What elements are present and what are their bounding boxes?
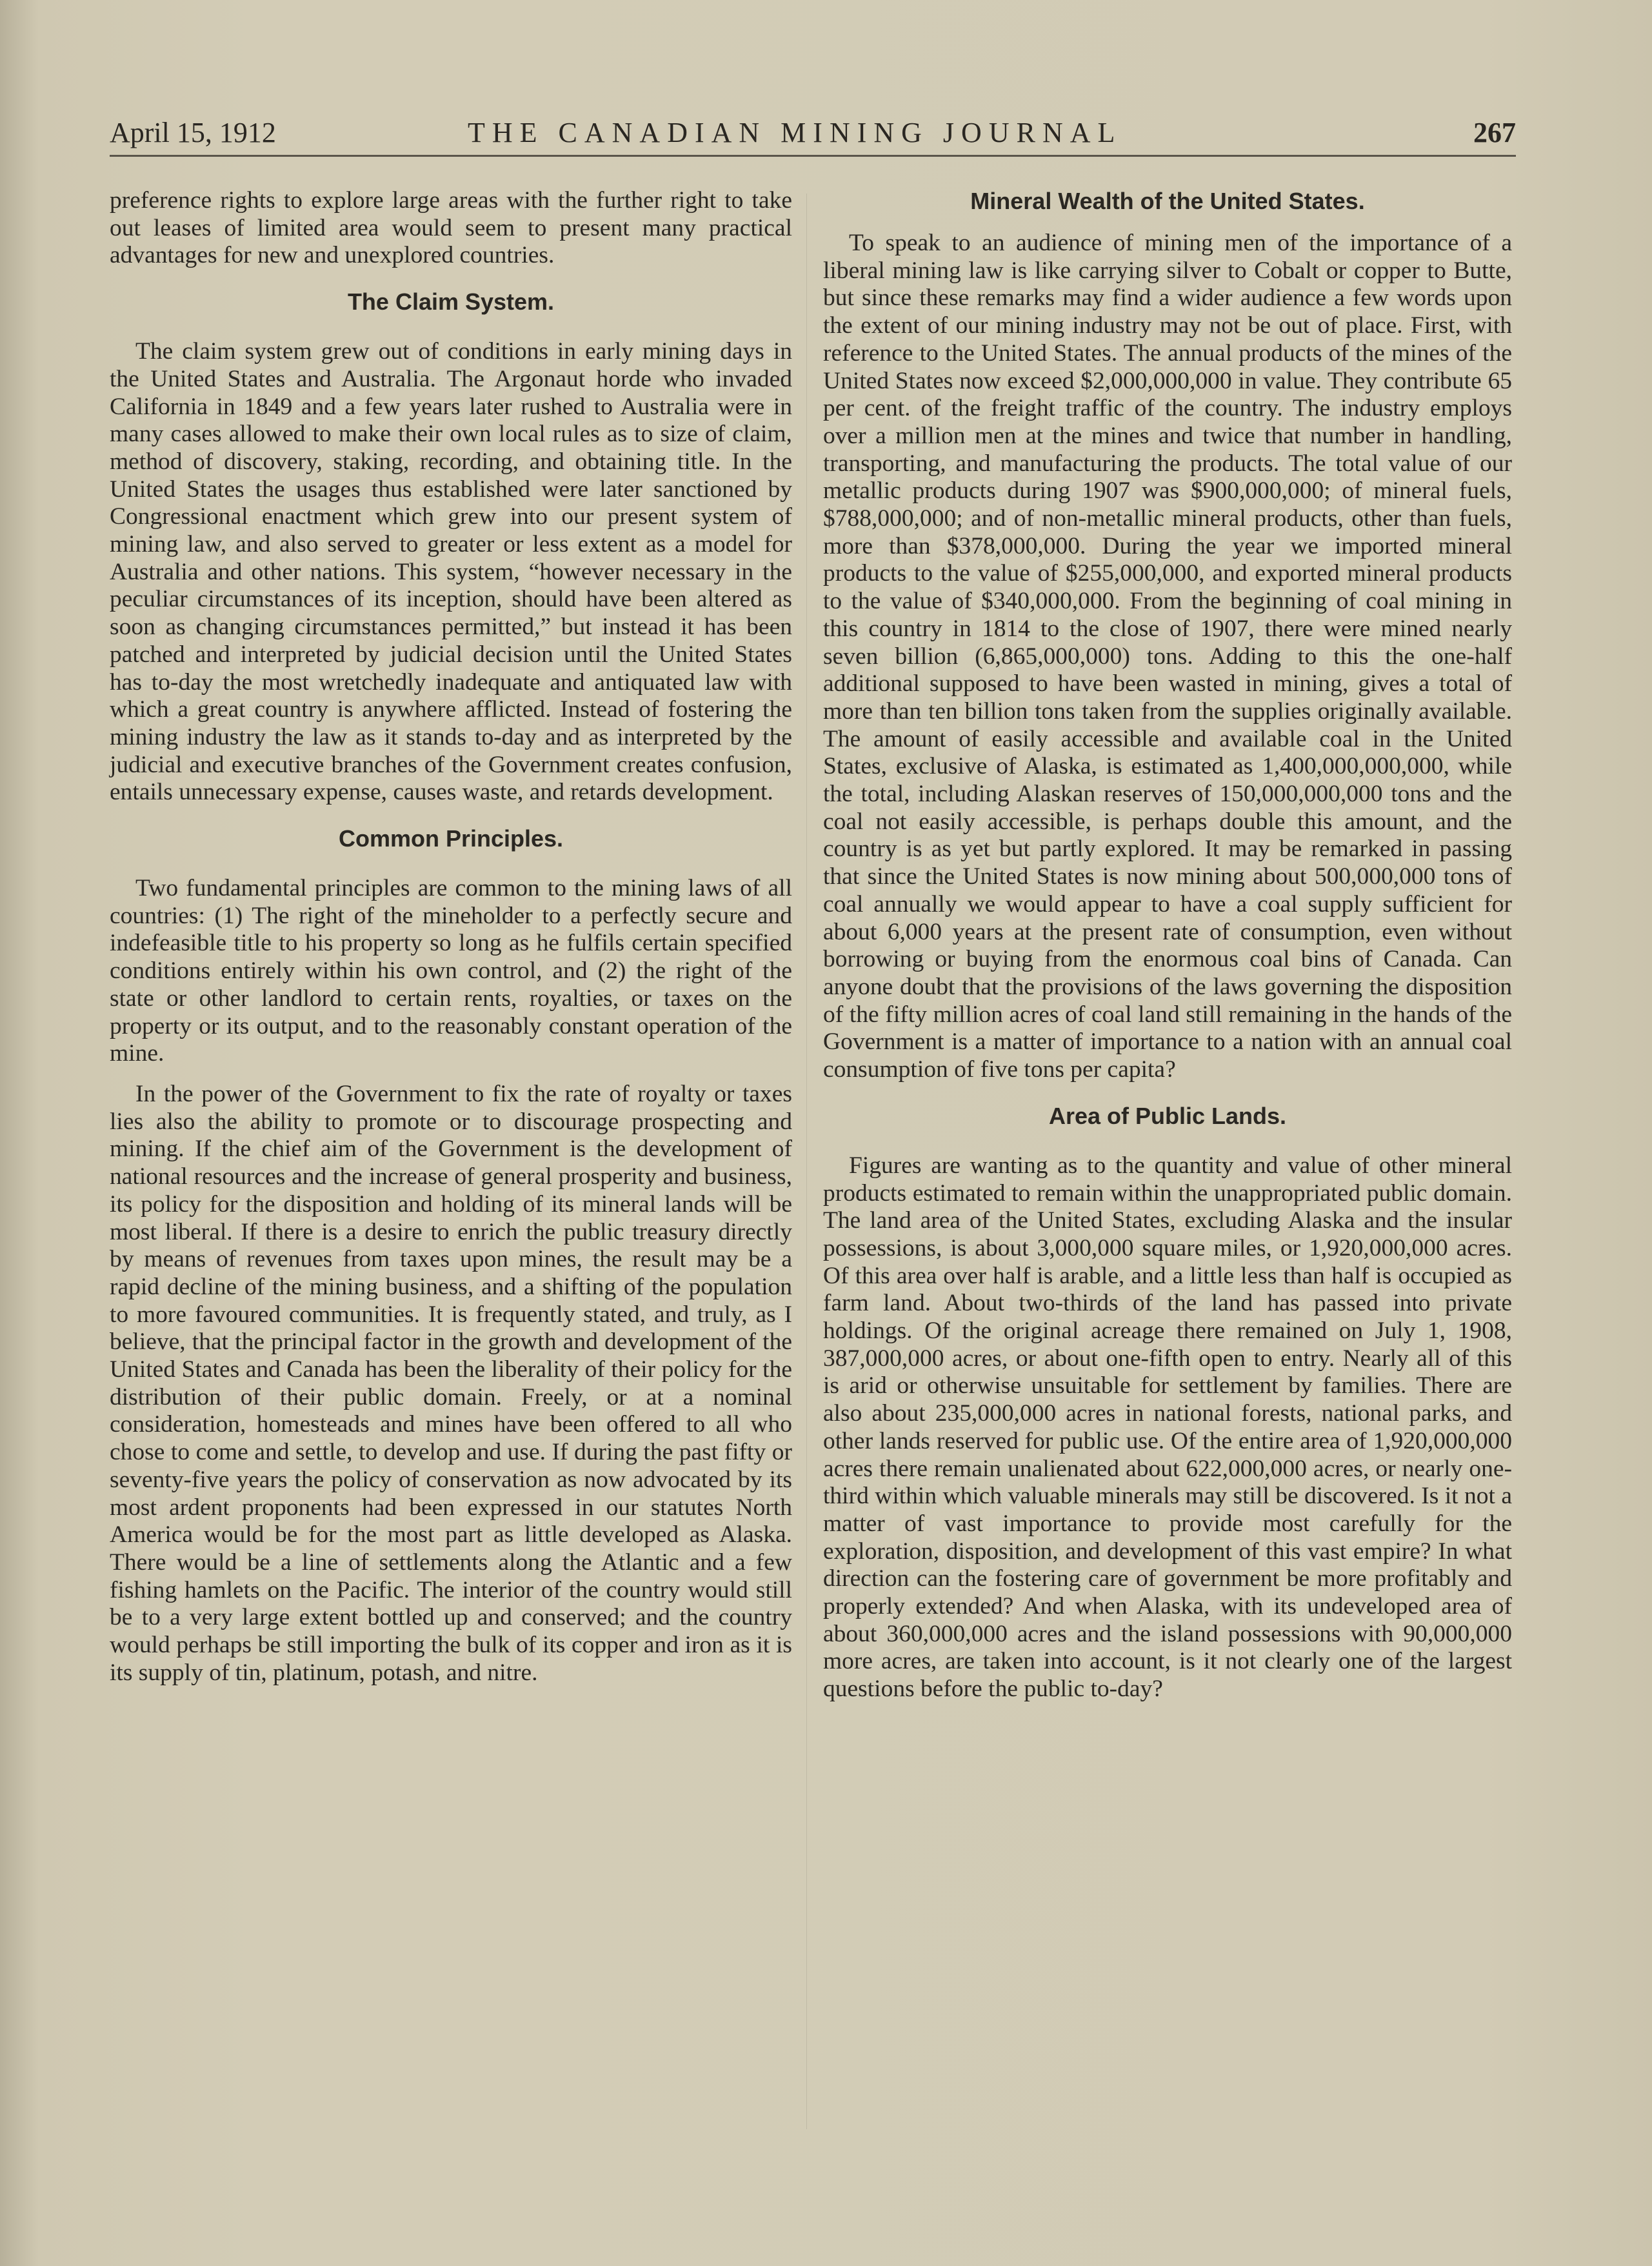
issue-date: April 15, 1912 — [110, 117, 276, 148]
common-principles-paragraph-1: Two fundamental principles are common to the mining laws of all countries: (1) The right of the mineholder to a perfectly secure and indefeasible title to his property so long as he fulfils certain specified conditions entirely within his own control, and (2) the right of the state or other landlord to certain rents, royalties, or taxes on the property or its output, and to the reasonably constant operation of the mine. — [110, 875, 792, 1067]
paragraph-gap — [110, 1068, 792, 1081]
public-lands-paragraph: Figures are wanting as to the quantity and value of other mineral products estimated to remain within the unappropriated public domain. The land area of the United States, excluding Alaska and the insular possessions, is about 3,000,000 square miles, or 1,920,000,000 acres. Of this area over half is arable, and a little less than half is occupied as farm land. About two-thirds of the land has passed into private holdings. Of the original acreage there remained on July 1, 1908, 387,000,000 acres, or about one-fifth open to entry. Nearly all of this is arid or otherwise unsuitable for settlement by families. There are also about 235,000,000 acres in national forests, national parks, and other lands reserved for public use. Of the entire area of 1,920,000,000 acres there remain unalienated about 622,000,000 acres, or nearly one-third within which valuable minerals may still be discovered. Is it not a matter of vast importance to provide most carefully for the exploration, disposition, and development of this vast empire? In what direction can the fostering care of government be more profitably and properly extended? And when Alaska, with its undeveloped area of about 360,000,000 acres and the island possessions with 90,000,000 more acres, are taken into account, is it not clearly one of the largest questions before the public to-day? — [823, 1152, 1512, 1703]
heading-claim-system: The Claim System. — [347, 288, 555, 316]
common-principles-paragraph-2: In the power of the Government to fix the rate of royalty or taxes lies also the ability to promote or to discourage prospecting and mining. If the chief aim of the Government is the development of national resources and the increase of general prosperity and business, its policy for the disposition and holding of its mineral lands will be most liberal. If there is a desire to enrich the public treasury directly by means of revenues from taxes upon mines, the result may be a rapid decline of the mining business, and a shifting of the population to more favoured communities. It is frequently stated, and truly, as I believe, that the principal factor in the growth and development of the United States and Canada has been the liberality of their policy for the distribution of their public domain. Freely, or at a nominal consideration, homesteads and mines have been offered to all who chose to come and settle, to develop and use. If during the past fifty or seventy-five years the policy of conservation as now advocated by its most ardent proponents had been expressed in our statutes North America would be for the most part as little developed as Alaska. There would be a line of settlements along the Atlantic and a few fishing hamlets on the Pacific. The interior of the country would still be to a very large extent bottled up and conserved; and the country would perhaps be still importing the bulk of its copper and iron as it is its supply of tin, platinum, potash, and nitre. — [110, 1080, 792, 1686]
heading-mineral-wealth: Mineral Wealth of the United States. — [970, 188, 1365, 214]
running-header — [110, 111, 1516, 156]
heading-public-lands: Area of Public Lands. — [1048, 1102, 1287, 1129]
claim-system-paragraph: The claim system grew out of conditions in early mining days in the United States and Australia. The Argonaut horde who invaded California in 1849 and a few years later rushed to Australia were in many cases allowed to make their own local rules as to size of claim, method of discovery, staking, recording, and obtaining title. In the United States the usages thus established were later sanctioned by Congressional enactment which grew into our present system of mining law, and also served to greater or less extent as a model for Australia and other nations. This system, “however necessary in the peculiar circumstances of its inception, should have been altered as soon as changing circumstances permitted,” but instead it has been patched and interpreted by judicial decision until the United States has to-day the most wretchedly inadequate and antiquated law with which a great country is anywhere afflicted. Instead of fostering the mining industry the law as it stands to-day and as interpreted by the judicial and executive branches of the Government creates confusion, entails unnecessary expense, causes waste, and retards development. — [110, 338, 792, 806]
left-column — [110, 187, 792, 1687]
column-gutter — [806, 194, 807, 2129]
mineral-wealth-paragraph: To speak to an audience of mining men of the importance of a liberal mining law is like carrying silver to Cobalt or copper to Butte, but since these remarks may find a wider audience a few words upon the extent of our mining industry may not be out of place. First, with reference to the United States. The annual products of the mines of the United States now exceed $2,000,000,000 in value. They contribute 65 per cent. of the freight traffic of the country. The industry employs over a million men at the mines and twice that number in handling, transporting, and manufacturing the products. The total value of our metallic products during 1907 was $900,000,000; of mineral fuels, $788,000,000; and of non-metallic mineral products, other than fuels, more than $378,000,000. During the year we imported mineral products to the value of $255,000,000, and exported mineral products to the value of $340,000,000. From the beginning of coal mining in this country in 1814 to the close of 1907, there were mined nearly seven billion (6,865,000,000) tons. Adding to this the one-half additional supposed to have been wasted in mining, gives a total of more than ten billion tons taken from the supplies originally available. The amount of easily accessible and available coal in the United States, exclusive of Alaska, is estimated as 1,400,000,000,000, while the total, including Alaskan reserves of 150,000,000,000 tons and the coal not easily accessible, is perhaps double this amount, and the country is as yet but partly explored. It may be remarked in passing that since the United States is now mining about 500,000,000 tons of coal annually we would appear to have a coal supply sufficient for about 6,000 years at the present rate of consumption, even without borrowing or buying from the enormous coal bins of Canada. Can anyone doubt that the provisions of the laws governing the disposition of the fifty million acres of coal land still remaining in the hands of the Government is a matter of importance to a nation with an annual coal consumption of five tons per capita? — [823, 230, 1512, 1083]
right-column — [823, 187, 1512, 1703]
journal-title: THE CANADIAN MINING JOURNAL — [468, 117, 1122, 148]
intro-paragraph: preference rights to explore large areas with the further right to take out leases of limited area would seem to present many practical advantages for new and unexplored countries. — [110, 187, 792, 269]
page-number: 267 — [1473, 117, 1516, 148]
heading-common-principles: Common Principles. — [338, 825, 564, 852]
header-rule — [110, 155, 1516, 157]
